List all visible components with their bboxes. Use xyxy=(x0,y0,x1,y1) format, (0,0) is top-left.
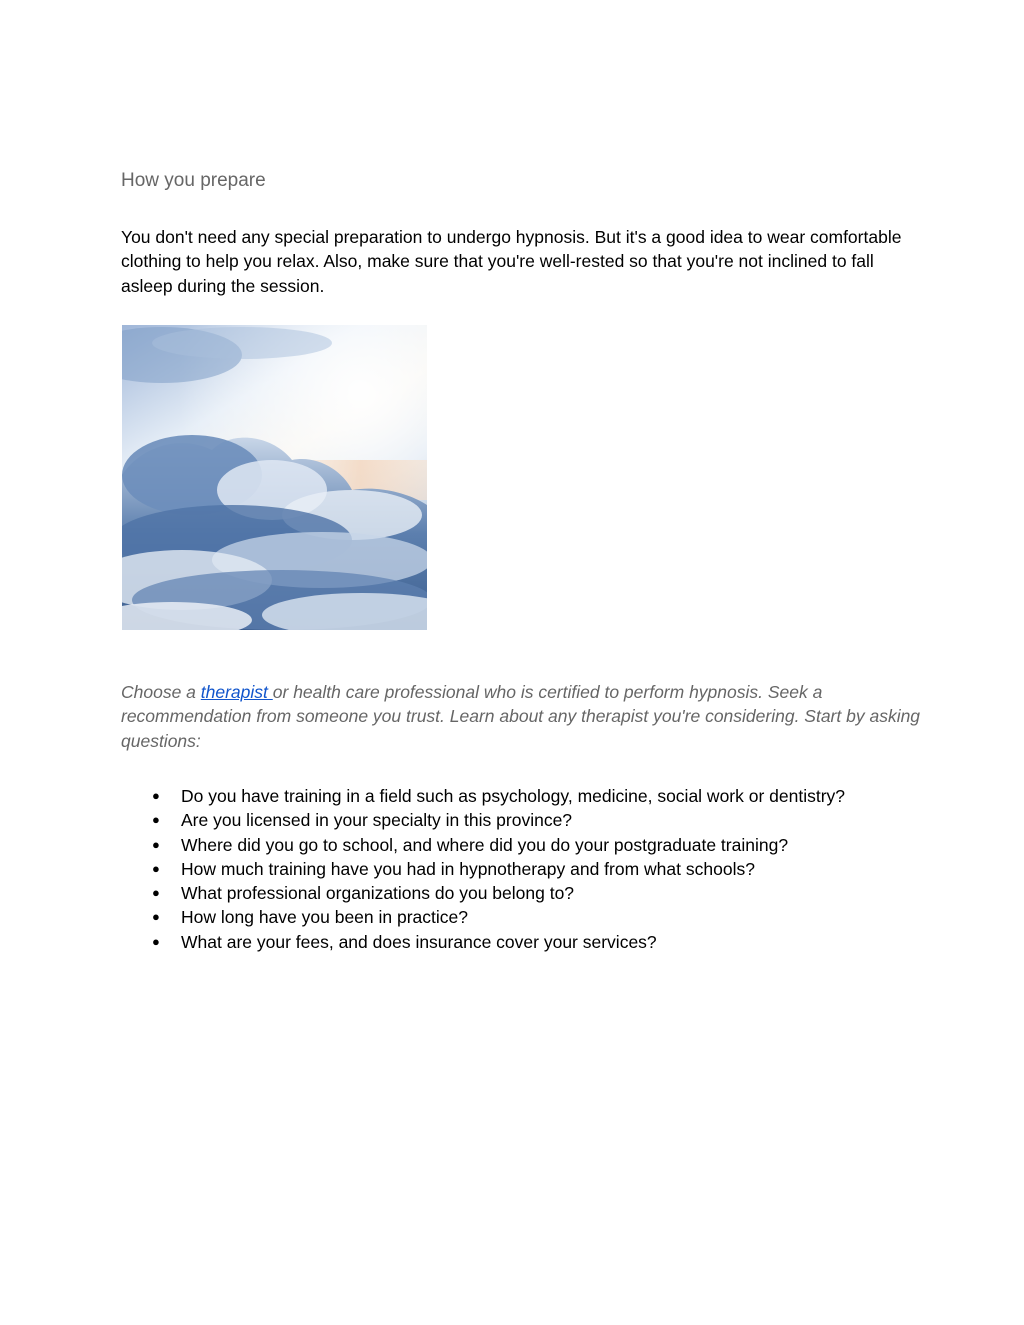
bullet-icon: ● xyxy=(152,836,160,852)
list-item xyxy=(152,905,845,929)
list-item-text: How much training have you had in hypnotherapy and from what schools? xyxy=(181,858,755,879)
intro-prefix: Choose a xyxy=(121,682,201,702)
bullet-icon: ● xyxy=(152,933,160,949)
clouds-image xyxy=(122,325,427,630)
therapist-intro xyxy=(121,680,921,753)
bullet-icon: ● xyxy=(152,909,160,925)
list-item-text: How long have you been in practice? xyxy=(181,907,468,928)
list-item xyxy=(152,833,845,857)
list-item xyxy=(152,930,845,954)
list-item xyxy=(152,881,845,905)
preparation-paragraph: You don't need any special preparation to undergo hypnosis. But it's a good idea to wear comfortable clothing to help you relax. Also, make sure that you're well-rested so that you're not inclined to fall asleep during the session. xyxy=(121,227,902,296)
intro-suffix: or health care professional who is certified to perform hypnosis. Seek a recommendation from someone you trust. Learn about any therapist you're considering. Start by asking questions: xyxy=(121,682,921,751)
bullet-icon: ● xyxy=(152,788,160,803)
clouds-illustration xyxy=(122,325,427,630)
list-item-text: Where did you go to school, and where did you do your postgraduate training? xyxy=(181,834,789,855)
list-item xyxy=(152,808,845,832)
bullet-icon: ● xyxy=(152,860,160,876)
list-item xyxy=(152,857,845,881)
list-item-text: Are you licensed in your specialty in this province? xyxy=(181,810,573,831)
bullet-icon: ● xyxy=(152,812,160,828)
list-item xyxy=(152,784,845,808)
list-item-text: What are your fees, and does insurance cover your services? xyxy=(181,931,657,952)
therapist-link[interactable]: therapist xyxy=(200,682,273,702)
bullet-icon: ● xyxy=(152,885,160,901)
list-item-text: What professional organizations do you belong to? xyxy=(181,883,575,904)
questions-list xyxy=(152,784,845,954)
list-item-text: Do you have training in a field such as psychology, medicine, social work or dentistry? xyxy=(181,786,846,806)
section-heading: How you prepare xyxy=(121,170,266,191)
